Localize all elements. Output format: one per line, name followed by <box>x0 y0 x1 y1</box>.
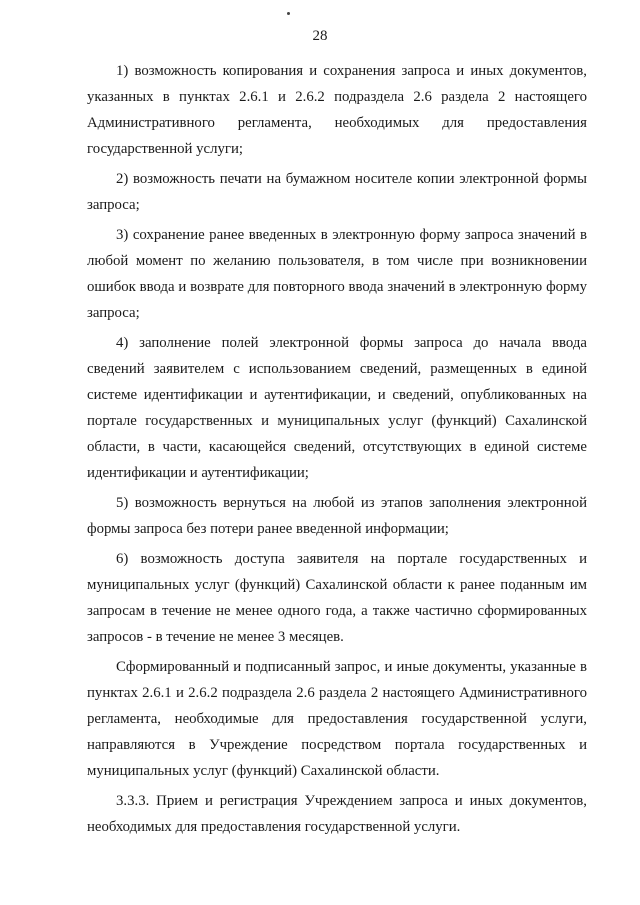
paragraph-item-6: 6) возможность доступа заявителя на портале государственных и муниципальных услуг (функций) Сахалинской области к ранее поданным им запросам в течение не менее одного года, а также частично сформированных запросов - в течение не менее 3 месяцев. <box>87 551 587 645</box>
scan-speck <box>287 12 290 15</box>
paragraph-item-3: 3) сохранение ранее введенных в электронную форму запроса значений в любой момент по желанию пользователя, в том числе при возникновении ошибок ввода и возврате для повторного ввода значений в электронную форму запроса; <box>87 227 587 321</box>
paragraph-submission: Сформированный и подписанный запрос, и иные документы, указанные в пунктах 2.6.1 и 2.6.2 подраздела 2.6 раздела 2 настоящего Административного регламента, необходимые для предоставления государственной услуги, направляются в Учреждение посредством портала государственных и муниципальных услуг (функций) Сахалинской области. <box>87 659 587 779</box>
paragraph-section-3-3-3: 3.3.3. Прием и регистрация Учреждением запроса и иных документов, необходимых для предоставления государственной услуги. <box>87 793 587 835</box>
paragraph-item-4: 4) заполнение полей электронной формы запроса до начала ввода сведений заявителем с использованием сведений, размещенных в единой системе идентификации и аутентификации, и сведений, опубликованных на портале государственных и муниципальных услуг (функций) Сахалинской области, в части, касающейся сведений, отсутствующих в единой системе идентификации и аутентификации; <box>87 335 587 481</box>
paragraph-item-5: 5) возможность вернуться на любой из этапов заполнения электронной формы запроса без потери ранее введенной информации; <box>87 495 587 537</box>
paragraph-item-1: 1) возможность копирования и сохранения запроса и иных документов, указанных в пунктах 2.6.1 и 2.6.2 подраздела 2.6 раздела 2 настоящего Административного регламента, необходимых для предоставления государственной услуги; <box>87 63 587 157</box>
page-number: 28 <box>312 28 328 44</box>
paragraph-item-2: 2) возможность печати на бумажном носителе копии электронной формы запроса; <box>87 171 587 213</box>
document-body <box>87 58 587 844</box>
